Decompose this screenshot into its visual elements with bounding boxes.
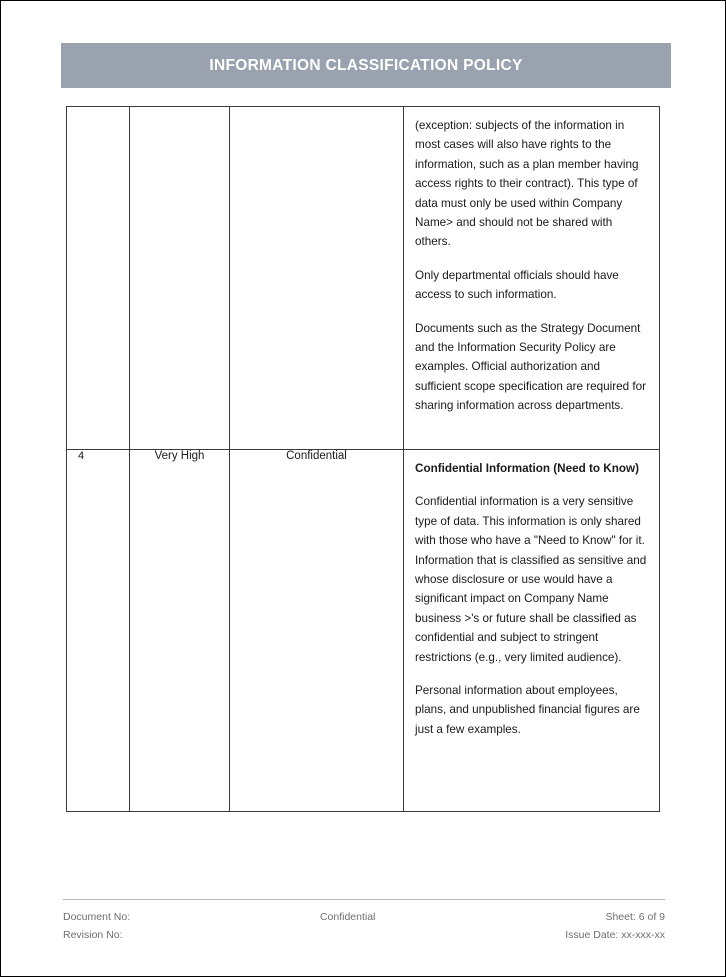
cell-sensitivity-level bbox=[130, 107, 230, 450]
footer-issue-date: Issue Date: xx-xxx-xx bbox=[565, 928, 665, 941]
footer-right-block bbox=[565, 909, 665, 944]
cell-row-number bbox=[67, 107, 130, 450]
table-row bbox=[67, 450, 660, 812]
page-title: INFORMATION CLASSIFICATION POLICY bbox=[209, 56, 523, 74]
cell-row-number bbox=[67, 450, 130, 812]
cell-classification-label bbox=[230, 450, 404, 812]
classification-table bbox=[66, 106, 660, 812]
footer-revision-no: Revision No: bbox=[63, 928, 123, 941]
description-paragraph: Only departmental officials should have access to such information. bbox=[415, 268, 619, 302]
description-paragraph: (exception: subjects of the information in most cases will also have rights to the information, such as a plan member having access rights to their contract). This type of data must only be used within Company Name> and should not be shared with others. bbox=[415, 119, 639, 249]
footer-classification: Confidential bbox=[319, 911, 376, 923]
cell-description bbox=[404, 107, 660, 450]
description-paragraph: Personal information about employees, plans, and unpublished financial figures are just a few examples. bbox=[415, 684, 640, 736]
description-paragraph: Documents such as the Strategy Document and the Information Security Policy are examples. Official authorization and sufficient scope specification are required for sharing information across departments. bbox=[415, 321, 647, 413]
description-body bbox=[404, 107, 659, 425]
table-row bbox=[67, 107, 660, 450]
footer-sheet-number: Sheet: 6 of 9 bbox=[605, 911, 665, 923]
description-heading: Confidential Information (Need to Know) bbox=[415, 462, 639, 475]
footer-divider bbox=[63, 899, 665, 900]
cell-description bbox=[404, 450, 660, 812]
page-footer bbox=[63, 899, 665, 944]
footer-left-block bbox=[63, 909, 130, 944]
cell-classification-label bbox=[230, 107, 404, 450]
footer-document-no: Document No: bbox=[63, 911, 131, 923]
classification-label-text: Confidential bbox=[286, 450, 347, 462]
description-paragraph: Confidential information is a very sensitive type of data. This information is only shared with those who have a "Need to Know" for it. Information that is classified as sensitive and whose disclosure or use would have a significant impact on Company Name business >'s or future shall be classified as confidential and subject to stringent restrictions (e.g., very limited audience). bbox=[415, 495, 647, 664]
sensitivity-level-text: Very High bbox=[154, 450, 205, 462]
cell-sensitivity-level bbox=[130, 450, 230, 812]
footer-center-block bbox=[130, 909, 565, 927]
document-header-banner bbox=[61, 43, 671, 88]
description-body bbox=[404, 450, 659, 748]
row-number-text: 4 bbox=[78, 450, 85, 462]
